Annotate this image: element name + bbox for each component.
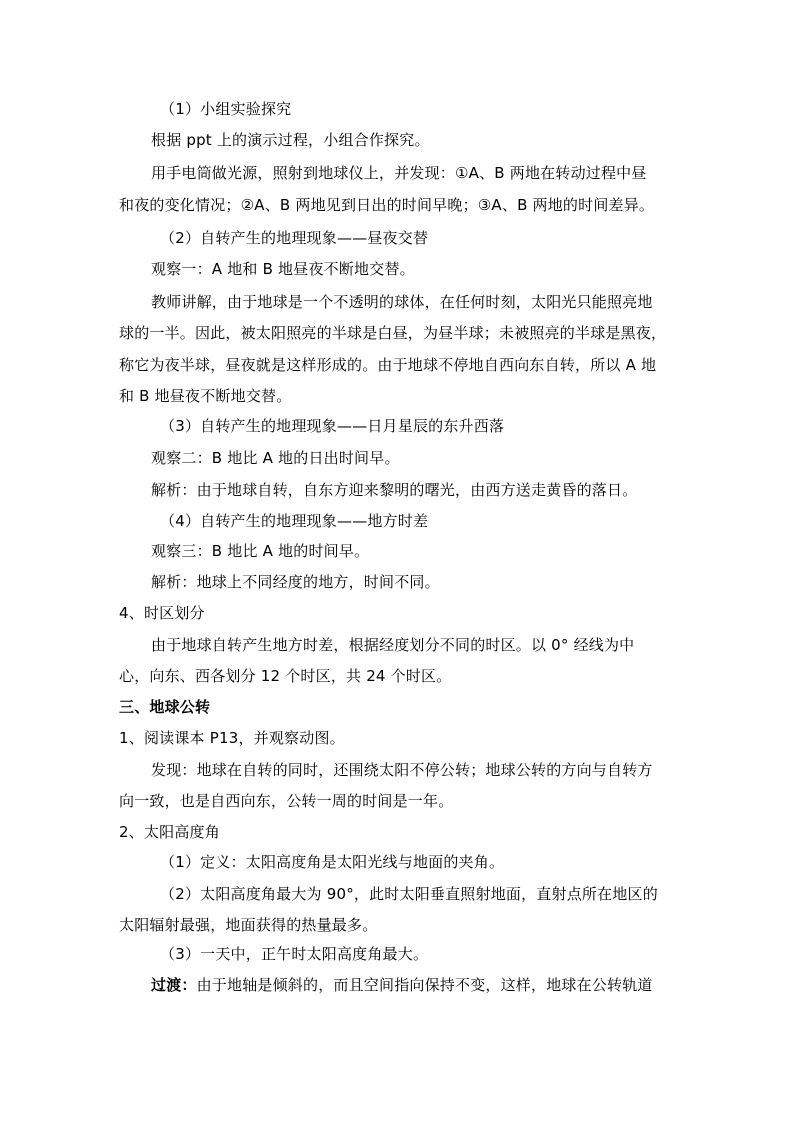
paragraph-discovery: 发现：地球在自转的同时，还围绕太阳不停公转；地球公转的方向与自转方 [151,761,653,779]
section-read-textbook: 1、阅读课本 P13，并观察动图。 [119,729,345,747]
subheading-definition: （1）定义：太阳高度角是太阳光线与地面的夹角。 [160,853,505,871]
paragraph-observation-one: 观察一：A 地和 B 地昼夜不断地交替。 [151,260,415,278]
paragraph-teacher-explains-cont-3: 和 B 地昼夜不断地交替。 [119,387,292,405]
subheading-sunrise-sunset: （3）自转产生的地理现象——日月星辰的东升西落 [160,417,505,435]
subheading-local-time: （4）自转产生的地理现象——地方时差 [160,512,429,530]
transition-text: 由于地轴是倾斜的，而且空间指向保持不变，这样，地球在公转轨道 [196,976,653,994]
subheading-group-experiment: （1）小组实验探究 [160,100,292,118]
paragraph-analysis-sunrise: 解析：由于地球自转，自东方迎来黎明的曙光，由西方送走黄昏的落日。 [151,481,638,499]
paragraph-teacher-explains-cont-2: 称它为夜半球，昼夜就是这样形成的。由于地球不停地自西向东自转，所以 A 地 [119,356,657,374]
paragraph-max-angle-cont: 太阳辐射最强，地面获得的热量最多。 [119,916,378,934]
paragraph-ppt-instruction: 根据 ppt 上的演示过程，小组合作探究。 [151,131,430,149]
section-time-zones: 4、时区划分 [119,604,205,622]
paragraph-analysis-longitude: 解析：地球上不同经度的地方，时间不同。 [151,573,440,591]
paragraph-teacher-explains: 教师讲解，由于地球是一个不透明的球体，在任何时刻，太阳光只能照亮地 [151,293,653,311]
paragraph-observation-two: 观察二：B 地比 A 地的日出时间早。 [151,449,400,467]
subheading-day-night: （2）自转产生的地理现象——昼夜交替 [160,229,429,247]
paragraph-transition [151,975,653,995]
paragraph-flashlight-experiment: 用手电筒做光源，照射到地球仪上，并发现：①A、B 两地在转动过程中昼 [151,164,647,182]
subheading-noon-max: （3）一天中，正午时太阳高度角最大。 [160,945,429,963]
heading-earth-revolution: 三、地球公转 [119,698,211,716]
paragraph-observation-three: 观察三：B 地比 A 地的时间早。 [151,542,370,560]
section-solar-altitude: 2、太阳高度角 [119,823,220,841]
paragraph-time-zones: 由于地球自转产生地方时差，根据经度划分不同的时区。以 0° 经线为中 [151,636,635,654]
transition-label: 过渡： [151,976,197,994]
paragraph-time-zones-cont: 心，向东、西各划分 12 个时区，共 24 个时区。 [119,667,452,685]
paragraph-teacher-explains-cont-1: 球的一半。因此，被太阳照亮的半球是白昼，为昼半球；未被照亮的半球是黑夜， [119,324,667,342]
subheading-max-angle: （2）太阳高度角最大为 90°，此时太阳垂直照射地面，直射点所在地区的 [160,885,658,903]
paragraph-flashlight-experiment-cont: 和夜的变化情况；②A、B 两地见到日出的时间早晚；③A、B 两地的时间差异。 [119,196,655,214]
paragraph-discovery-cont: 向一致，也是自西向东，公转一周的时间是一年。 [119,792,454,810]
